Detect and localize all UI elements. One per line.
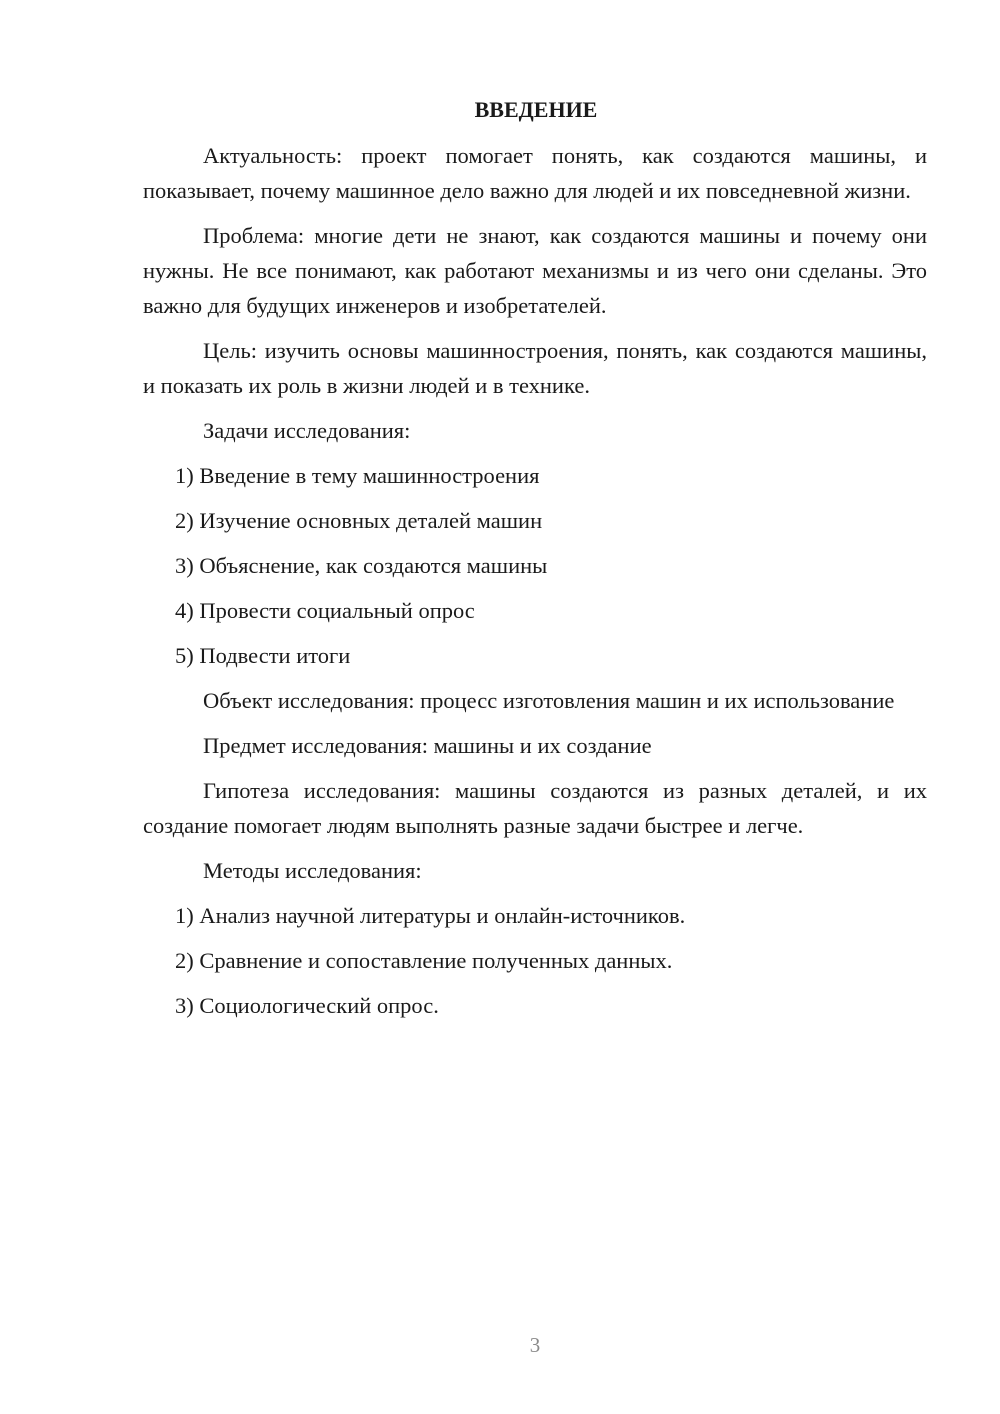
methods-list [143,898,927,1023]
list-item: 1) Введение в тему машинностроения [175,463,540,488]
object-paragraph: Объект исследования: процесс изготовления машин и их использование [203,688,895,713]
hypothesis-paragraph: Гипотеза исследования: машины создаются из разных деталей, и их создание помогает людям выполнять разные задачи быстрее и легче. [143,778,927,838]
page-number: 3 [529,1333,541,1357]
list-item: 1) Анализ научной литературы и онлайн-источников. [175,903,686,928]
tasks-list [143,458,927,673]
problem-paragraph: Проблема: многие дети не знают, как создаются машины и почему они нужны. Не все понимают, как работают механизмы и из чего они сделаны. Это важно для будущих инженеров и изобретателей. [143,223,927,318]
list-item: 3) Объяснение, как создаются машины [175,553,548,578]
tasks-heading: Задачи исследования: [203,418,411,443]
list-item: 2) Сравнение и сопоставление полученных данных. [175,948,673,973]
section-title: ВВЕДЕНИЕ [474,97,598,122]
list-item: 3) Социологический опрос. [175,993,439,1018]
document-page [143,96,927,1033]
list-item: 4) Провести социальный опрос [175,598,475,623]
list-item: 2) Изучение основных деталей машин [175,508,543,533]
goal-paragraph: Цель: изучить основы машинностроения, понять, как создаются машины, и показать их роль в жизни людей и в технике. [143,338,927,398]
subject-paragraph: Предмет исследования: машины и их создание [203,733,652,758]
relevance-paragraph: Актуальность: проект помогает понять, как создаются машины, и показывает, почему машинное дело важно для людей и их повседневной жизни. [143,143,927,203]
list-item: 5) Подвести итоги [175,643,351,668]
methods-heading: Методы исследования: [203,858,422,883]
